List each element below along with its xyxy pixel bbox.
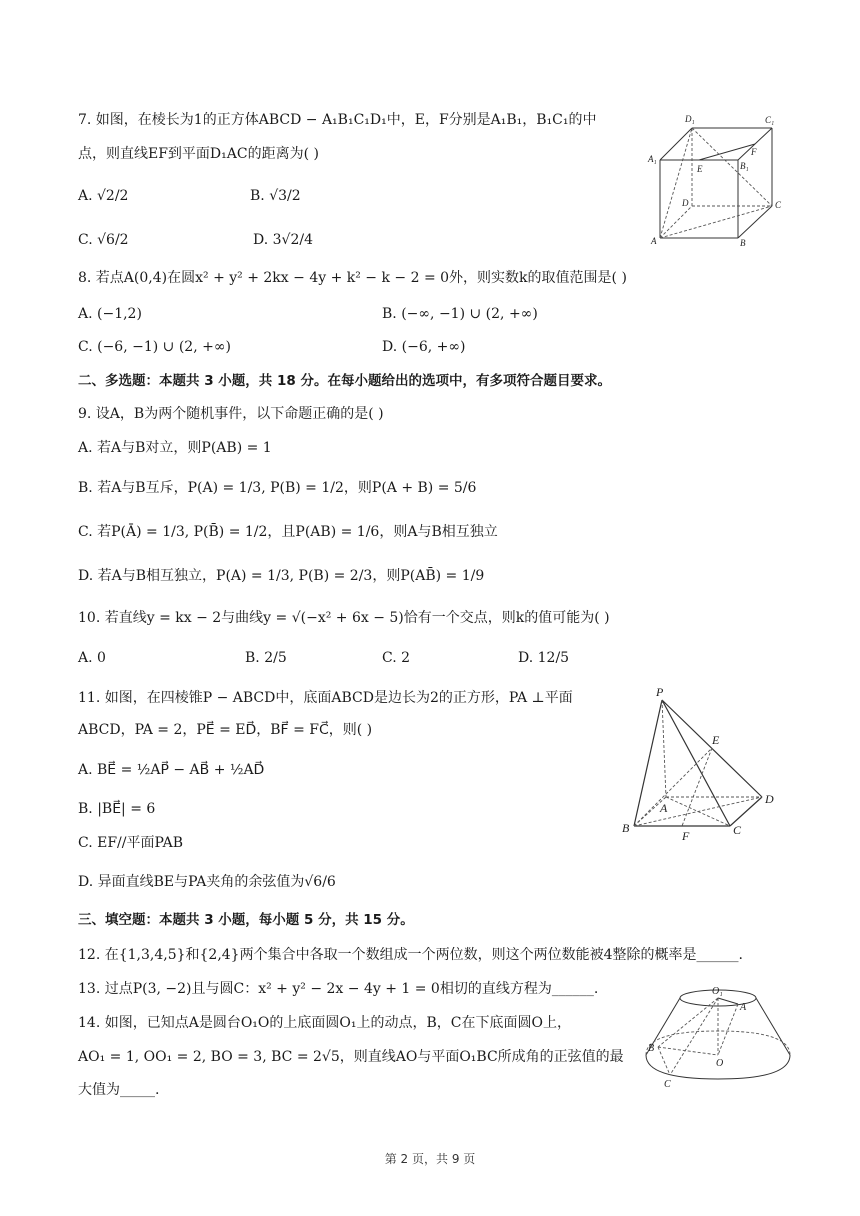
q9-option-a: A. 若A与B对立，则P(AB) = 1 [78, 440, 272, 456]
q14-stem-line1: 14. 如图，已知点A是圆台O₁O的上底面圆O₁上的动点，B，C在下底面圆O上， [78, 1015, 571, 1031]
q11-stem-line1: 11. 如图，在四棱锥P − ABCD中，底面ABCD是边长为2的正方形，PA ⊥平面 [78, 690, 573, 706]
q11-option-a: A. BE⃗ = ½AP⃗ − AB⃗ + ½AD⃗ [78, 762, 265, 778]
q13-stem: 13. 过点P(3, −2)且与圆C：x² + y² − 2x − 4y + 1 = 0相切的直线方程为______. [78, 981, 599, 997]
q11-option-d: D. 异面直线BE与PA夹角的余弦值为√6/6 [78, 874, 336, 890]
q7-option-b: B. √3/2 [250, 188, 301, 204]
q8-option-d: D. (−6, +∞) [382, 339, 466, 355]
q8-option-c: C. (−6, −1) ∪ (2, +∞) [78, 339, 231, 355]
label-a: A [740, 1002, 747, 1013]
q8-option-a: A. (−1,2) [78, 306, 142, 322]
q7-option-c: C. √6/2 [78, 232, 129, 248]
q9-option-d: D. 若A与B相互独立，P(A) = 1/3, P(B) = 2/3，则P(AB̄) = 1/9 [78, 568, 485, 584]
label-e: E [712, 733, 720, 747]
label-c: C [775, 200, 782, 210]
q12-stem: 12. 在{1,3,4,5}和{2,4}两个集合中各取一个数组成一个两位数，则这个两位数能被4整除的概率是______. [78, 947, 743, 963]
q11-stem-line2: ABCD，PA = 2，PE⃗ = ED⃗，BF⃗ = FC⃗，则( ) [78, 722, 373, 738]
label-c: C [664, 1079, 671, 1090]
q10-option-a: A. 0 [78, 650, 106, 666]
label-b1: B₁ [740, 161, 749, 171]
q11-option-c: C. EF//平面PAB [78, 835, 184, 851]
label-a: A [660, 801, 668, 815]
label-d: D [765, 792, 774, 806]
q7-option-d: D. 3√2/4 [253, 232, 313, 248]
q14-stem-line2: AO₁ = 1, OO₁ = 2, BO = 3, BC = 2√5，则直线AO与平面O₁BC所成角的正弦值的最 [78, 1049, 624, 1065]
frustum-figure [640, 985, 800, 1095]
label-e: E [697, 164, 703, 174]
q9-option-b: B. 若A与B互斥，P(A) = 1/3, P(B) = 1/2，则P(A + B) = 5/6 [78, 480, 477, 496]
label-f: F [682, 829, 690, 843]
q10-option-b: B. 2/5 [245, 650, 287, 666]
label-p: P [656, 685, 664, 699]
label-c1: C₁ [765, 115, 775, 125]
label-o1: O₁ [712, 986, 723, 997]
q7-stem-line2: 点，则直线EF到平面D₁AC的距离为( ) [78, 146, 319, 162]
q7-stem-line1: 7. 如图，在棱长为1的正方体ABCD − A₁B₁C₁D₁中，E，F分别是A₁B₁，B₁C₁的中 [78, 112, 597, 128]
cube-figure [645, 108, 790, 248]
q10-option-c: C. 2 [382, 650, 411, 666]
q7-option-a: A. √2/2 [78, 188, 129, 204]
label-o: O [716, 1058, 724, 1069]
section-fill-in-heading: 三、填空题：本题共 3 小题，每小题 5 分，共 15 分。 [78, 912, 414, 928]
label-d1: D₁ [685, 114, 695, 124]
label-b: B [740, 238, 746, 248]
q14-stem-line3: 大值为_____. [78, 1082, 160, 1098]
label-d: D [682, 198, 689, 208]
label-a: A [651, 236, 657, 246]
label-c: C [733, 823, 742, 837]
page-footer: 第 2 页，共 9 页 [384, 1152, 476, 1166]
label-b: B [622, 821, 630, 835]
label-b: B [648, 1043, 655, 1054]
q8-option-b: B. (−∞, −1) ∪ (2, +∞) [382, 306, 538, 322]
q9-option-c: C. 若P(Ā) = 1/3, P(B̄) = 1/2，且P(AB) = 1/6，则A与B相互独立 [78, 524, 498, 540]
q10-option-d: D. 12/5 [518, 650, 570, 666]
q9-stem: 9. 设A，B为两个随机事件，以下命题正确的是( ) [78, 406, 384, 422]
section-multiple-choice-heading: 二、多选题：本题共 3 小题，共 18 分。在每小题给出的选项中，有多项符合题目要求。 [78, 373, 611, 389]
pyramid-figure [612, 682, 792, 847]
label-a1: A₁ [648, 154, 657, 164]
q10-stem: 10. 若直线y = kx − 2与曲线y = √(−x² + 6x − 5)恰有一个交点，则k的值可能为( ) [78, 610, 610, 626]
q8-stem: 8. 若点A(0,4)在圆x² + y² + 2kx − 4y + k² − k − 2 = 0外，则实数k的取值范围是( ) [78, 270, 627, 286]
q11-option-b: B. |BE⃗| = 6 [78, 801, 156, 817]
label-f: F [751, 147, 757, 157]
